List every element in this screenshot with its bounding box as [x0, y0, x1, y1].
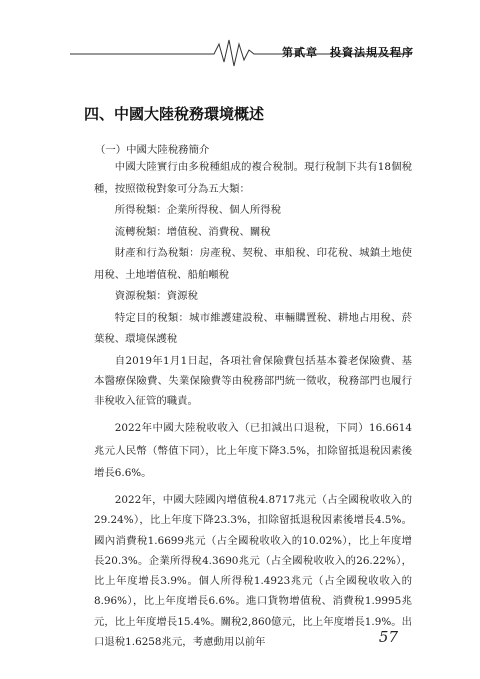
section-heading: 四、中國大陸稅務環境概述 [84, 105, 265, 123]
paragraph-social-insurance: 自2019年1月1日起，各項社會保險費包括基本養老保險費、基本醫療保險費、失業保險費等由稅務部門統一徵收，稅務部門也履行非稅收入征管的職責。 [94, 354, 412, 408]
chapter-title: 第貳章 投資法規及程序 [282, 46, 414, 59]
page-number: 57 [378, 628, 398, 646]
paragraph-property-tax-category: 財產和行為稅類：房產稅、契稅、車船稅、印花稅、城鎮土地使用稅、土地增值稅、船舶噸稅 [94, 247, 412, 281]
paragraph-tax-system-intro: 中國大陸實行由多稅種組成的複合稅制。現行稅制下共有18個稅種，按照徵稅對象可分為五大類： [94, 161, 412, 195]
paragraph-resource-tax-category: 資源稅類：資源稅 [114, 290, 198, 302]
page-header [0, 0, 480, 70]
body-text [94, 157, 412, 652]
paragraph-special-purpose-tax-category: 特定目的稅類：城市維護建設稅、車輛購置稅、耕地占用稅、菸葉稅、環境保護稅 [94, 311, 412, 345]
paragraph-income-tax-category: 所得稅類：企業所得稅、個人所得稅 [114, 204, 282, 216]
subsection-heading: （一）中國大陸稅務簡介 [95, 144, 210, 156]
paragraph-turnover-tax-category: 流轉稅類：增值稅、消費稅、關稅 [114, 225, 271, 238]
paragraph-2022-tax-breakdown: 2022年，中國大陸國內增值稅4.8717兆元（占全國稅收收入的29.24%），比上年度下降23.3%，扣除留抵退稅因素後增長4.5%。國內消費稅1.6699兆元（占全國稅收收入的10.02%），比上年度增長20.3%。企業所得稅4.3690兆元（占全國稅收收入的26.22%），比上年度增長3.9%。個人所得稅1.4923兆元（占全國稅收收入的8.96%），比上年度增長6.6%。進口貨物增值稅、消費稅1.9995兆元，比上年度增長15.4%。關稅2,860億元，比上年度增長1.9%。出口退稅1.6258兆元，考慮動用以前年 [94, 494, 412, 649]
paragraph-2022-tax-revenue: 2022年中國大陸稅收收入（已扣減出口退稅，下同）16.6614兆元人民幣（幣值下同），比上年度下降3.5%，扣除留抵退稅因素後增長6.6%。 [94, 422, 412, 479]
